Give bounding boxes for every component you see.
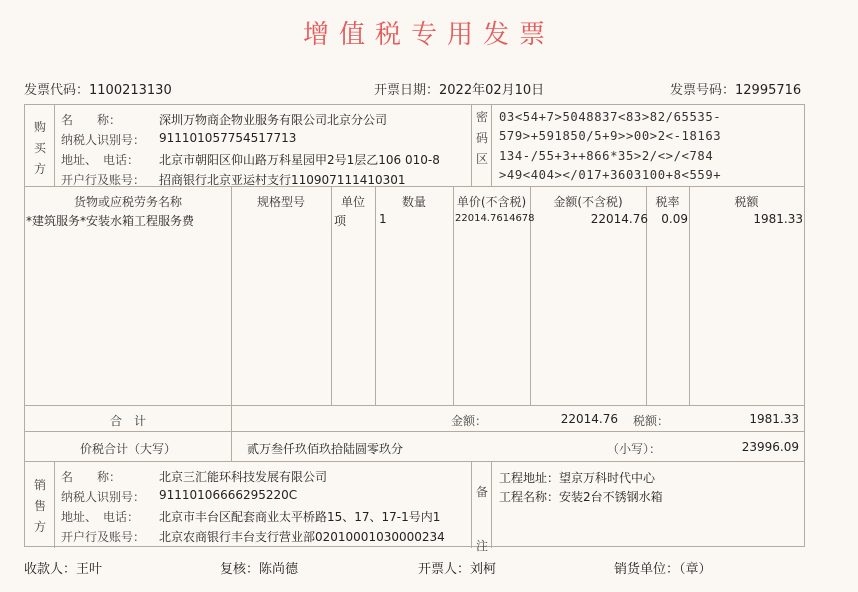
seller-address-label: 地址、 电话： [61, 510, 140, 524]
project-name [499, 488, 663, 505]
seller-address: 北京市丰台区配套商业太平桥路15、17、17-1号内1 [159, 510, 441, 524]
item-qty: 1 [379, 212, 387, 226]
buyer-address-label: 地址、 电话： [61, 153, 140, 167]
issuer [418, 558, 496, 577]
total-tax: 1981.33 [749, 412, 799, 426]
issue-date [374, 79, 544, 98]
project-name-label: 工程名称： [499, 490, 560, 504]
issuer-value: 刘柯 [470, 562, 497, 577]
item-tax: 1981.33 [753, 212, 803, 226]
buyer-side-label: 购买方 [33, 120, 46, 176]
grand-total-label: 价税合计（大写） [79, 442, 176, 456]
invoice-title: 增值税专用发票 [302, 20, 555, 50]
total-tax-label: 税额： [633, 414, 670, 428]
buyer-bank-label: 开户行及账号： [61, 173, 146, 187]
seller-unit-stamp: 销货单位：（章） [614, 562, 712, 577]
col-header-name: 货物或应税劳务名称 [73, 195, 182, 209]
buyer-bank: 招商银行北京亚运村支行110907111410301 [159, 173, 406, 187]
buyer-name-label: 名 称： [61, 113, 122, 127]
reviewer-label: 复核： [220, 562, 260, 577]
item-amount: 22014.76 [590, 212, 648, 226]
seller-name: 北京三汇能环科技发展有限公司 [159, 470, 328, 484]
remarks-label: 备注 [475, 485, 488, 553]
cipher-line: >49<404></017+3603100+8<559+ [499, 168, 722, 182]
divider [25, 431, 804, 432]
divider [54, 461, 55, 548]
invoice-code-label: 发票代码： [24, 83, 90, 98]
divider [331, 186, 332, 405]
payee-label: 收款人： [24, 562, 77, 577]
reviewer-value: 陈尚德 [259, 562, 299, 577]
invoice-code [24, 79, 172, 98]
cipher-line: 03<54+7>5048837<83>82/65535- [499, 110, 722, 124]
project-address-label: 工程地址： [499, 471, 560, 485]
col-header-tax: 税额 [734, 195, 759, 209]
invoice-number-label: 发票号码： [670, 83, 736, 98]
item-unit: 项 [334, 214, 347, 228]
total-amount-label: 金额： [451, 414, 488, 428]
cipher-label: 密码区 [475, 110, 488, 166]
invoice-number [670, 79, 801, 98]
col-header-rate: 税率 [655, 195, 680, 209]
buyer-taxid-label: 纳税人识别号： [61, 133, 146, 147]
project-address [499, 469, 655, 486]
seller-bank: 北京农商银行丰台支行营业部02010001030000234 [159, 530, 445, 544]
total-amount: 22014.76 [560, 412, 618, 426]
seller-side-label: 销售方 [33, 478, 46, 534]
col-header-qty: 数量 [401, 195, 426, 209]
reviewer [220, 558, 298, 577]
cipher-line: 579>+591850/5+9>>00>2<-18163 [499, 129, 722, 143]
divider [25, 405, 804, 406]
issue-date-value: 2022年02月10日 [439, 83, 545, 98]
seller-taxid: 91110106666295220C [159, 488, 298, 502]
cipher-line: 134-/55+3++866*35>2/<>/<784 [499, 149, 714, 163]
payee [24, 558, 102, 577]
item-price: 22014.7614678 [455, 213, 535, 224]
divider [231, 186, 232, 461]
grand-total-small: 23996.09 [741, 440, 799, 454]
grand-total-chinese: 贰万叁仟玖佰玖拾陆圆零玖分 [247, 442, 404, 456]
col-header-price: 单价(不含税) [456, 195, 527, 209]
invoice-number-value: 12995716 [735, 83, 802, 98]
issuer-label: 开票人： [418, 562, 471, 577]
issue-date-label: 开票日期： [374, 83, 440, 98]
divider [453, 186, 454, 405]
divider [375, 186, 376, 405]
project-address-value: 望京万科时代中心 [559, 471, 656, 485]
buyer-address: 北京市朝阳区仰山路万科星园甲2号1层乙106 010-8 [159, 153, 440, 167]
item-name: *建筑服务*安装水箱工程服务费 [26, 214, 195, 228]
item-rate: 0.09 [661, 212, 688, 226]
divider [54, 105, 55, 186]
divider [25, 461, 804, 462]
invoice-table [24, 104, 805, 553]
buyer-taxid: 911101057754517713 [159, 131, 297, 145]
col-header-amount: 金额(不含税) [553, 195, 623, 209]
seller-taxid-label: 纳税人识别号： [61, 490, 146, 504]
project-name-value: 安装2台不锈钢水箱 [559, 490, 663, 504]
grand-total-small-label: （小写）： [607, 442, 662, 456]
total-label: 合 计 [109, 414, 146, 428]
col-header-unit: 单位 [340, 195, 365, 209]
seller-bank-label: 开户行及账号： [61, 530, 146, 544]
buyer-name: 深圳万物商企物业服务有限公司北京分公司 [159, 113, 388, 127]
col-header-spec: 规格型号 [256, 195, 305, 209]
seller-name-label: 名 称： [61, 470, 122, 484]
payee-value: 王叶 [76, 562, 103, 577]
invoice-code-value: 1100213130 [89, 83, 172, 98]
